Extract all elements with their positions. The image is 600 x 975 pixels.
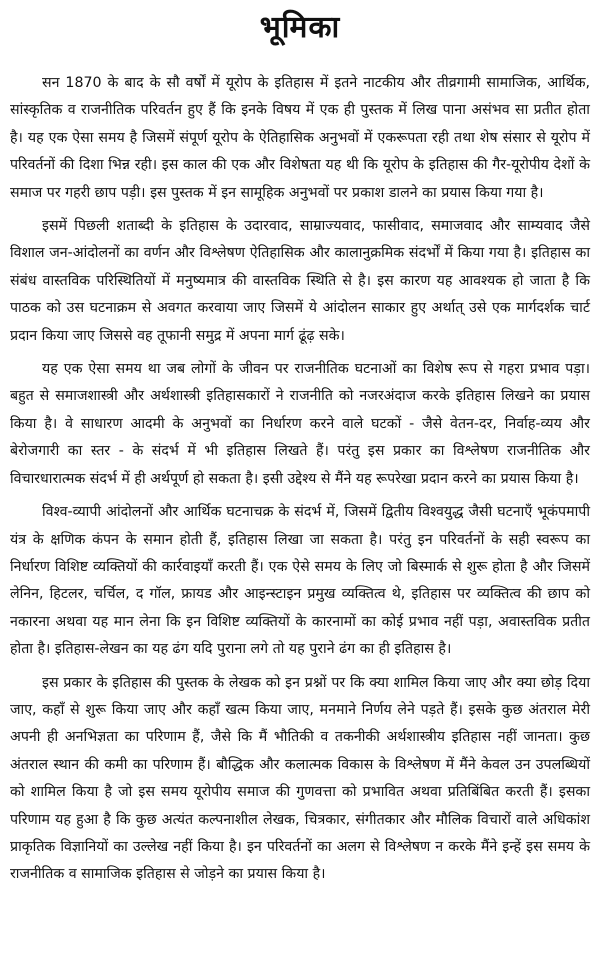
paragraph-4: विश्व-व्यापी आंदोलनों और आर्थिक घटनाचक्र के संदर्भ में, जिसमें द्वितीय विश्वयुद्ध जैसी घटनाएँ भूकंपमापी यंत्र के क्षणिक कंपन के समान होती हैं, इतिहास लिखा जा सकता है। परंतु इन परिवर्तनों के सही स्वरूप का निर्धारण विशिष्ट व्यक्तियों की कार्रवाइयाँ करती हैं। एक ऐसे समय के लिए जो बिस्मार्क से शुरू होता है और जिसमें लेनिन, हिटलर, चर्चिल, द गॉल, फ्रायड और आइन्स्टाइन प्रमुख व्यक्तित्व थे, इतिहास पर व्यक्तित्व की छाप को नकारना अथवा यह मान लेना कि इन विशिष्ट व्यक्तियों के कारनामों का कोई प्रभाव नहीं पड़ा, अवास्तविक प्रतीत होता है। इतिहास-लेखन का यह ढंग यदि पुराना लगे तो यह पुराने ढंग का ही इतिहास है। [10,504,590,658]
paragraph-1: सन 1870 के बाद के सौ वर्षों में यूरोप के इतिहास में इतने नाटकीय और तीव्रगामी सामाजिक, आर्थिक, सांस्कृतिक व राजनीतिक परिवर्तन हुए हैं कि इनके विषय में एक ही पुस्तक में लिख पाना असंभव सा प्रतीत होता है। यह एक ऐसा समय है जिसमें संपूर्ण यूरोप के ऐतिहासिक अनुभवों में एकरूपता रही तथा शेष संसार से यूरोप में परिवर्तनों की दिशा भिन्न रही। इस काल की एक और विशेषता यह थी कि यूरोप के इतिहास की गैर-यूरोपीय देशों के समाज पर गहरी छाप पड़ी। इस पुस्तक में इन सामूहिक अनुभवों पर प्रकाश डालने का प्रयास किया गया है। [10,75,590,201]
paragraph-5: इस प्रकार के इतिहास की पुस्तक के लेखक को इन प्रश्नों पर कि क्या शामिल किया जाए और क्या छोड़ दिया जाए, कहाँ से शुरू किया जाए और कहाँ खत्म किया जाए, मनमाने निर्णय लेने पड़ते हैं। इसके कुछ अंतराल मेरी अपनी ही अनभिज्ञता का परिणाम हैं, जैसे कि मैं भौतिकी व तकनीकी अर्थशास्त्रीय इतिहास नहीं जानता। कुछ अंतराल स्थान की कमी का परिणाम हैं। बौद्धिक और कलात्मक विकास के विश्लेषण में मैंने केवल उन उपलब्धियों को शामिल किया है जो इस समय यूरोपीय समाज की गुणवत्ता को प्रभावित अथवा प्रतिबिंबित करती हैं। इसका परिणाम यह हुआ है कि कुछ अत्यंत कल्पनाशील लेखक, चित्रकार, संगीतकार और मौलिक विचारों वाले अधिकांश प्राकृतिक विज्ञानियों का उल्लेख नहीं किया है। इन परिवर्तनों का अलग से विश्लेषण न करके मैंने इन्हें इस समय के राजनीतिक व सामाजिक इतिहास से जोड़ने का प्रयास किया है। [10,674,590,883]
paragraph-3: यह एक ऐसा समय था जब लोगों के जीवन पर राजनीतिक घटनाओं का विशेष रूप से गहरा प्रभाव पड़ा। बहुत से समाजशास्त्री और अर्थशास्त्री इतिहासकारों ने राजनीति को नजरअंदाज करके इतिहास लिखने का प्रयास किया है। वे साधारण आदमी के अनुभवों का निर्धारण करने वाले घटकों - जैसे वेतन-दर, निर्वाह-व्यय और बेरोजगारी का स्तर - के संदर्भ में भी इतिहास लिखते हैं। परंतु इस प्रकार का विश्लेषण राजनीतिक और विचारधारात्मक संदर्भ में ही अर्थपूर्ण हो सकता है। इसी उद्देश्य से मैंने यह रूपरेखा प्रदान करने का प्रयास किया है। [10,361,590,487]
page-title: भूमिका [259,10,341,45]
paragraph-2: इसमें पिछली शताब्दी के इतिहास के उदारवाद, साम्राज्यवाद, फासीवाद, समाजवाद और साम्यवाद जैसे विशाल जन-आंदोलनों का वर्णन और विश्लेषण ऐतिहासिक और कालानुक्रमिक संदर्भों में किया गया है। इतिहास का संबंध वास्तविक परिस्थितियों में मनुष्यमात्र की वास्तविक स्थिति से है। इस कारण यह आवश्यक हो जाता है कि पाठक को उस घटनाक्रम से अवगत करवाया जाए जिसमें ये आंदोलन साकार हुए अर्थात् उसे एक मार्गदर्शक चार्ट प्रदान किया जाए जिससे वह तूफानी समुद्र में अपना मार्ग ढूंढ़ सके। [10,218,590,344]
